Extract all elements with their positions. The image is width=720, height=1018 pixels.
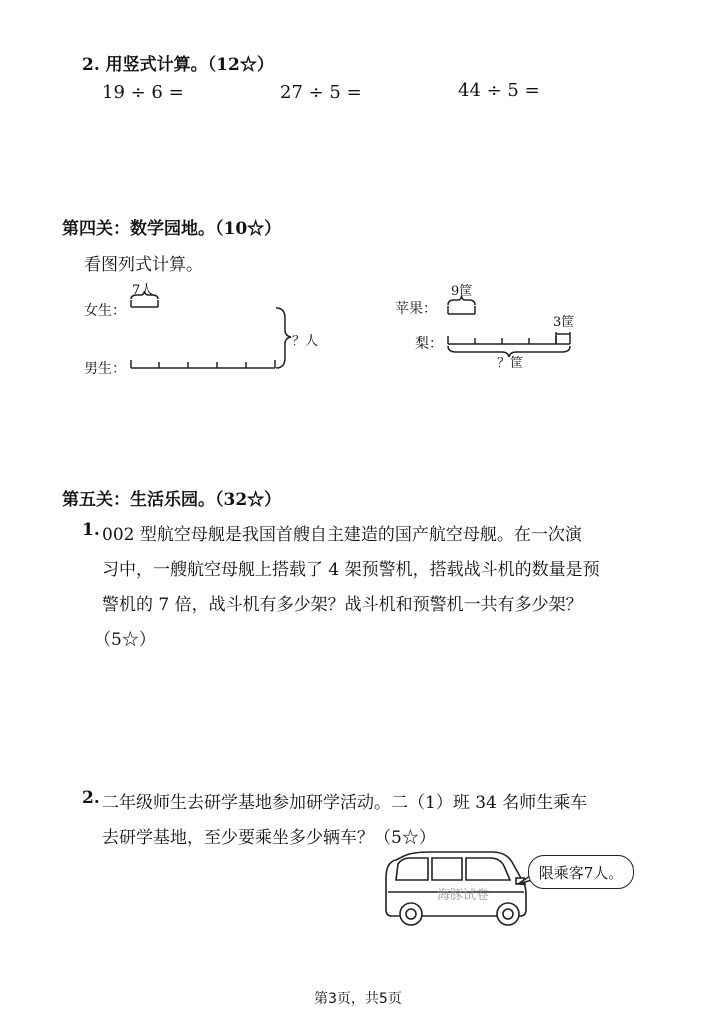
pear-question: ？筐 xyxy=(497,356,524,371)
q2-line-1: 二年级师生去研学基地参加研学活动。二（1）班 34 名师生乘车 xyxy=(102,793,588,813)
capacity-speech-bubble: 限乘客7人。 xyxy=(528,855,634,889)
total-question: ？人 xyxy=(292,334,319,349)
calc-section-title: 2. 用竖式计算。（12☆） xyxy=(82,55,274,75)
q1-number: 1. xyxy=(82,520,100,540)
van-watermark-text: 海豚试卷 xyxy=(437,888,490,903)
pear-segment xyxy=(448,332,570,344)
q1-line-4: （5☆） xyxy=(94,630,156,650)
calc-expression-3: 44 ÷ 5 = xyxy=(458,80,540,101)
girls-count: 7人 xyxy=(132,283,154,298)
boys-label: 男生： xyxy=(84,361,126,377)
pear-label: 梨： xyxy=(415,336,443,352)
calc-expression-2: 27 ÷ 5 = xyxy=(280,82,362,103)
calc-expression-1: 19 ÷ 6 = xyxy=(102,82,184,103)
q1-line-3: 警机的 7 倍，战斗机有多少架？战斗机和预警机一共有多少架？ xyxy=(102,595,583,615)
q1-line-1: 002 型航空母舰是我国首艘自主建造的国产航空母舰。在一次演 xyxy=(102,525,582,545)
q1-line-2: 习中，一艘航空母舰上搭载了 4 架预警机，搭载战斗机的数量是预 xyxy=(102,560,600,580)
q2-line-2: 去研学基地，至少要乘坐多少辆车？（5☆） xyxy=(102,828,436,848)
section4-instruction: 看图列式计算。 xyxy=(84,255,203,275)
total-brace xyxy=(276,308,291,368)
section5-title: 第五关：生活乐园。（32☆） xyxy=(62,490,282,510)
page-number: 第3页，共5页 xyxy=(314,991,402,1007)
q2-number: 2. xyxy=(82,788,100,808)
boys-segment xyxy=(131,360,275,368)
pear-extra: 3筐 xyxy=(553,315,575,330)
apple-count: 9筐 xyxy=(451,284,473,299)
apple-label: 苹果： xyxy=(395,301,437,317)
girls-label: 女生： xyxy=(84,303,126,319)
section4-title: 第四关：数学园地。（10☆） xyxy=(62,219,282,239)
